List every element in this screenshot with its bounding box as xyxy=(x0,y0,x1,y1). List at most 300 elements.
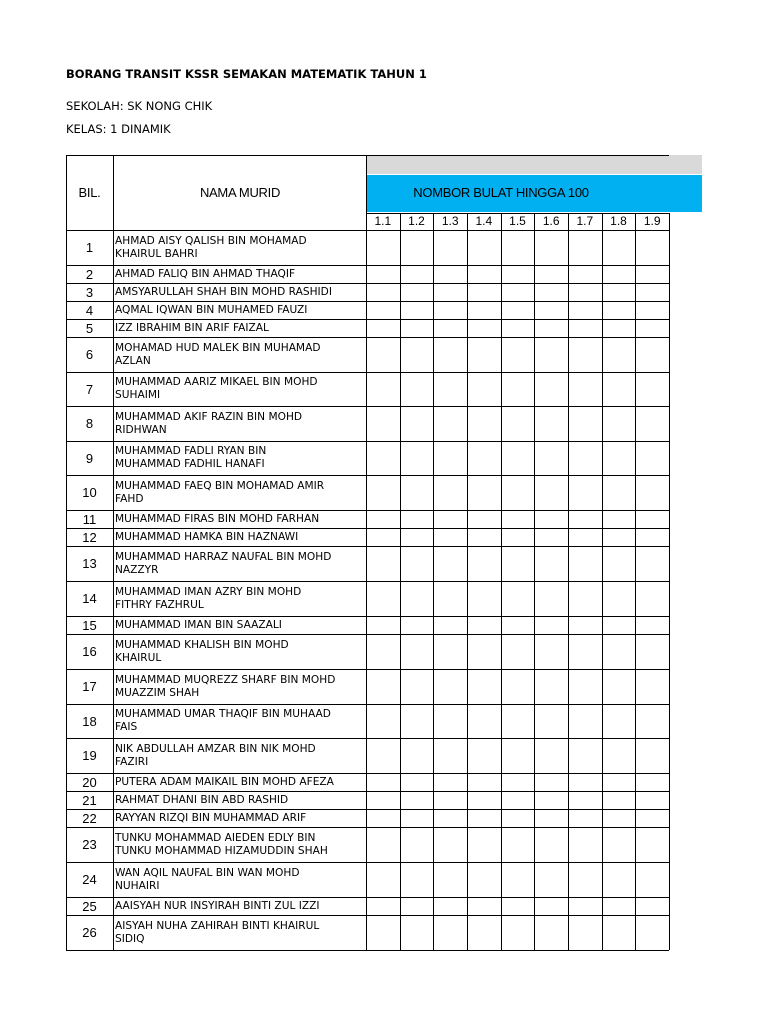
skill-check-cell[interactable] xyxy=(366,669,400,704)
skill-check-cell[interactable] xyxy=(366,406,400,441)
skill-check-cell[interactable] xyxy=(602,528,636,546)
table-divider xyxy=(66,581,669,582)
skill-check-cell[interactable] xyxy=(534,475,568,510)
skill-check-cell[interactable] xyxy=(635,704,669,738)
table-border-top xyxy=(66,155,366,156)
skill-check-cell[interactable] xyxy=(467,581,501,616)
skill-check-cell[interactable] xyxy=(433,301,467,319)
student-number: 21 xyxy=(82,792,97,808)
table-divider xyxy=(66,738,669,739)
student-number: 13 xyxy=(82,556,97,571)
skill-check-cell[interactable] xyxy=(433,510,467,528)
skill-check-cell[interactable] xyxy=(568,738,602,773)
student-name: RAYYAN RIZQI BIN MUHAMMAD ARIF xyxy=(115,811,307,824)
skill-check-cell[interactable] xyxy=(602,546,636,581)
skill-check-cell[interactable] xyxy=(501,230,535,265)
skill-check-cell[interactable] xyxy=(433,897,467,915)
skill-check-cell[interactable] xyxy=(501,791,535,809)
skill-check-cell[interactable] xyxy=(433,265,467,283)
skill-check-cell[interactable] xyxy=(635,475,669,510)
skill-check-cell[interactable] xyxy=(501,827,535,862)
skill-check-cell[interactable] xyxy=(568,581,602,616)
skill-check-cell[interactable] xyxy=(635,283,669,301)
skill-check-cell[interactable] xyxy=(400,897,434,915)
skill-check-cell[interactable] xyxy=(400,337,434,372)
skill-check-cell[interactable] xyxy=(602,915,636,950)
student-name: WAN AQIL NAUFAL BIN WAN MOHD NUHAIRI xyxy=(115,866,300,892)
skill-check-cell[interactable] xyxy=(635,301,669,319)
skill-check-cell[interactable] xyxy=(568,669,602,704)
skill-check-cell[interactable] xyxy=(534,616,568,634)
student-number: 24 xyxy=(82,872,97,887)
skill-check-cell[interactable] xyxy=(501,406,535,441)
skill-check-cell[interactable] xyxy=(534,441,568,475)
skill-check-cell[interactable] xyxy=(433,406,467,441)
student-number: 12 xyxy=(82,529,97,545)
skill-check-cell[interactable] xyxy=(467,528,501,546)
skill-check-cell[interactable] xyxy=(400,441,434,475)
skill-check-cell[interactable] xyxy=(602,475,636,510)
skill-check-cell[interactable] xyxy=(400,809,434,827)
table-divider xyxy=(66,301,669,302)
skill-check-cell[interactable] xyxy=(602,337,636,372)
skill-check-cell[interactable] xyxy=(568,809,602,827)
table-divider xyxy=(66,441,669,442)
table-divider xyxy=(66,283,669,284)
skill-check-cell[interactable] xyxy=(467,441,501,475)
skill-check-cell[interactable] xyxy=(366,897,400,915)
skill-check-cell[interactable] xyxy=(433,809,467,827)
skill-check-cell[interactable] xyxy=(433,475,467,510)
skill-check-cell[interactable] xyxy=(635,546,669,581)
skill-check-cell[interactable] xyxy=(400,791,434,809)
skill-check-cell[interactable] xyxy=(534,738,568,773)
skill-check-cell[interactable] xyxy=(433,862,467,897)
table-border-bottom xyxy=(66,950,669,951)
student-name: MUHAMMAD UMAR THAQIF BIN MUHAAD FAIS xyxy=(115,708,331,733)
skill-check-cell[interactable] xyxy=(366,283,400,301)
table-divider xyxy=(66,265,669,266)
skill-check-cell[interactable] xyxy=(602,283,636,301)
skill-check-cell[interactable] xyxy=(366,230,400,265)
skill-check-cell[interactable] xyxy=(467,827,501,862)
skill-check-cell[interactable] xyxy=(568,897,602,915)
skill-check-cell[interactable] xyxy=(400,475,434,510)
skill-check-cell[interactable] xyxy=(568,773,602,791)
skill-check-cell[interactable] xyxy=(366,372,400,406)
skill-check-cell[interactable] xyxy=(433,319,467,337)
skill-check-cell[interactable] xyxy=(501,669,535,704)
skill-check-cell[interactable] xyxy=(568,301,602,319)
skill-check-cell[interactable] xyxy=(602,319,636,337)
skill-check-cell[interactable] xyxy=(635,791,669,809)
skill-check-cell[interactable] xyxy=(467,337,501,372)
student-name: AHMAD FALIQ BIN AHMAD THAQIF xyxy=(115,267,296,280)
skill-check-cell[interactable] xyxy=(602,441,636,475)
skill-check-cell[interactable] xyxy=(400,406,434,441)
student-number: 11 xyxy=(82,511,97,527)
skill-check-cell[interactable] xyxy=(635,265,669,283)
skill-check-cell[interactable] xyxy=(602,897,636,915)
skill-check-cell[interactable] xyxy=(568,528,602,546)
table-divider xyxy=(66,510,669,511)
skill-check-cell[interactable] xyxy=(366,319,400,337)
skill-check-cell[interactable] xyxy=(534,230,568,265)
skill-check-cell[interactable] xyxy=(568,546,602,581)
skill-check-cell[interactable] xyxy=(366,581,400,616)
student-name: MUHAMMAD FIRAS BIN MOHD FARHAN xyxy=(115,512,320,525)
student-name: AAISYAH NUR INSYIRAH BINTI ZUL IZZI xyxy=(115,899,320,912)
table-divider xyxy=(366,213,669,214)
skill-check-cell[interactable] xyxy=(602,791,636,809)
skill-check-cell[interactable] xyxy=(467,475,501,510)
skill-check-cell[interactable] xyxy=(400,265,434,283)
skill-check-cell[interactable] xyxy=(433,528,467,546)
student-name: MOHAMAD HUD MALEK BIN MUHAMAD AZLAN xyxy=(115,341,321,367)
skill-check-cell[interactable] xyxy=(433,283,467,301)
skill-check-cell[interactable] xyxy=(366,546,400,581)
skill-check-cell[interactable] xyxy=(501,510,535,528)
skill-check-cell[interactable] xyxy=(534,897,568,915)
skill-check-cell[interactable] xyxy=(400,669,434,704)
skill-check-cell[interactable] xyxy=(568,704,602,738)
skill-check-cell[interactable] xyxy=(467,372,501,406)
skill-check-cell[interactable] xyxy=(366,528,400,546)
skill-check-cell[interactable] xyxy=(534,301,568,319)
skill-check-cell[interactable] xyxy=(635,372,669,406)
skill-check-cell[interactable] xyxy=(467,546,501,581)
skill-check-cell[interactable] xyxy=(366,441,400,475)
skill-check-cell[interactable] xyxy=(467,738,501,773)
skill-check-cell[interactable] xyxy=(400,827,434,862)
skill-check-cell[interactable] xyxy=(433,337,467,372)
skill-check-cell[interactable] xyxy=(602,862,636,897)
skill-check-cell[interactable] xyxy=(534,337,568,372)
skill-check-cell[interactable] xyxy=(400,230,434,265)
skill-check-cell[interactable] xyxy=(433,915,467,950)
skill-check-cell[interactable] xyxy=(635,915,669,950)
student-number: 17 xyxy=(82,679,97,694)
skill-check-cell[interactable] xyxy=(602,581,636,616)
skill-check-cell[interactable] xyxy=(433,372,467,406)
skill-check-cell[interactable] xyxy=(602,372,636,406)
skill-check-cell[interactable] xyxy=(534,510,568,528)
skill-check-cell[interactable] xyxy=(366,265,400,283)
skill-check-cell[interactable] xyxy=(400,372,434,406)
skill-check-cell[interactable] xyxy=(602,265,636,283)
skill-check-cell[interactable] xyxy=(501,773,535,791)
skill-check-cell[interactable] xyxy=(501,809,535,827)
skill-check-cell[interactable] xyxy=(534,283,568,301)
skill-check-cell[interactable] xyxy=(501,475,535,510)
skill-check-cell[interactable] xyxy=(400,283,434,301)
skill-check-cell[interactable] xyxy=(366,827,400,862)
skill-check-cell[interactable] xyxy=(467,616,501,634)
student-name: PUTERA ADAM MAIKAIL BIN MOHD AFEZA xyxy=(115,775,334,788)
skill-check-cell[interactable] xyxy=(400,301,434,319)
table-border-left xyxy=(66,155,67,950)
skill-check-cell[interactable] xyxy=(568,319,602,337)
skill-check-cell[interactable] xyxy=(366,510,400,528)
table-divider xyxy=(66,406,669,407)
skill-check-cell[interactable] xyxy=(433,546,467,581)
skill-check-cell[interactable] xyxy=(400,616,434,634)
student-number: 19 xyxy=(82,748,97,763)
skill-check-cell[interactable] xyxy=(400,634,434,669)
skill-check-cell[interactable] xyxy=(534,319,568,337)
skill-check-cell[interactable] xyxy=(366,773,400,791)
skill-check-cell[interactable] xyxy=(400,915,434,950)
student-name: MUHAMMAD FAEQ BIN MOHAMAD AMIR FAHD xyxy=(115,479,325,505)
school-label: SEKOLAH: SK NONG CHIK xyxy=(66,99,213,113)
skill-check-cell[interactable] xyxy=(433,669,467,704)
skill-check-cell[interactable] xyxy=(568,406,602,441)
skill-check-cell[interactable] xyxy=(467,809,501,827)
skill-check-cell[interactable] xyxy=(534,773,568,791)
skill-check-cell[interactable] xyxy=(534,528,568,546)
student-name: MUHAMMAD IMAN BIN SAAZALI xyxy=(115,618,282,631)
skill-column-header: 1.5 xyxy=(509,214,526,228)
skill-check-cell[interactable] xyxy=(568,230,602,265)
student-name: NIK ABDULLAH AMZAR BIN NIK MOHD FAZIRI xyxy=(115,742,316,768)
skill-check-cell[interactable] xyxy=(501,581,535,616)
skill-check-cell[interactable] xyxy=(366,915,400,950)
skill-check-cell[interactable] xyxy=(501,862,535,897)
skill-check-cell[interactable] xyxy=(366,738,400,773)
skill-check-cell[interactable] xyxy=(635,738,669,773)
skill-check-cell[interactable] xyxy=(400,510,434,528)
skill-check-cell[interactable] xyxy=(568,475,602,510)
skill-check-cell[interactable] xyxy=(501,915,535,950)
skill-check-cell[interactable] xyxy=(568,510,602,528)
skill-check-cell[interactable] xyxy=(501,301,535,319)
bil-column-header: BIL. xyxy=(78,185,101,200)
table-divider xyxy=(66,669,669,670)
skill-check-cell[interactable] xyxy=(467,265,501,283)
skill-check-cell[interactable] xyxy=(433,441,467,475)
skill-check-cell[interactable] xyxy=(568,634,602,669)
skill-check-cell[interactable] xyxy=(635,634,669,669)
skill-check-cell[interactable] xyxy=(433,791,467,809)
skill-check-cell[interactable] xyxy=(501,897,535,915)
student-number: 2 xyxy=(85,266,94,282)
skill-check-cell[interactable] xyxy=(366,337,400,372)
skill-check-cell[interactable] xyxy=(366,616,400,634)
skill-check-cell[interactable] xyxy=(534,406,568,441)
skill-check-cell[interactable] xyxy=(534,809,568,827)
skill-check-cell[interactable] xyxy=(366,862,400,897)
skill-check-cell[interactable] xyxy=(602,669,636,704)
skill-check-cell[interactable] xyxy=(467,773,501,791)
skill-check-cell[interactable] xyxy=(568,791,602,809)
student-name: AMSYARULLAH SHAH BIN MOHD RASHIDI xyxy=(115,285,332,298)
skill-check-cell[interactable] xyxy=(635,897,669,915)
skill-check-cell[interactable] xyxy=(568,265,602,283)
student-name: MUHAMMAD HAMKA BIN HAZNAWI xyxy=(115,530,299,543)
skill-check-cell[interactable] xyxy=(400,546,434,581)
table-divider xyxy=(66,809,669,810)
skill-check-cell[interactable] xyxy=(602,230,636,265)
table-divider xyxy=(669,213,670,950)
skill-check-cell[interactable] xyxy=(568,915,602,950)
student-number: 7 xyxy=(85,381,94,397)
student-number: 25 xyxy=(82,898,97,914)
skill-check-cell[interactable] xyxy=(501,616,535,634)
skill-check-cell[interactable] xyxy=(635,441,669,475)
skill-check-cell[interactable] xyxy=(602,406,636,441)
skill-check-cell[interactable] xyxy=(467,634,501,669)
student-number: 14 xyxy=(82,591,97,606)
table-divider xyxy=(66,337,669,338)
skill-check-cell[interactable] xyxy=(602,738,636,773)
student-name: MUHAMMAD AARIZ MIKAEL BIN MOHD SUHAIMI xyxy=(115,376,318,401)
skill-check-cell[interactable] xyxy=(568,827,602,862)
skill-check-cell[interactable] xyxy=(467,301,501,319)
skill-check-cell[interactable] xyxy=(501,704,535,738)
skill-check-cell[interactable] xyxy=(433,827,467,862)
name-column-header: NAMA MURID xyxy=(199,185,281,200)
skill-check-cell[interactable] xyxy=(467,406,501,441)
skill-check-cell[interactable] xyxy=(534,791,568,809)
skill-check-cell[interactable] xyxy=(635,406,669,441)
skill-check-cell[interactable] xyxy=(534,827,568,862)
skill-check-cell[interactable] xyxy=(635,827,669,862)
skill-check-cell[interactable] xyxy=(501,546,535,581)
skill-check-cell[interactable] xyxy=(635,616,669,634)
skill-check-cell[interactable] xyxy=(400,319,434,337)
skill-column-header: 1.2 xyxy=(408,214,425,228)
student-name: MUHAMMAD FADLI RYAN BIN MUHAMMAD FADHIL HANAFI xyxy=(115,445,267,470)
skill-check-cell[interactable] xyxy=(501,738,535,773)
skill-check-cell[interactable] xyxy=(501,634,535,669)
skill-check-cell[interactable] xyxy=(467,319,501,337)
skill-check-cell[interactable] xyxy=(366,704,400,738)
student-number: 9 xyxy=(85,450,94,466)
skill-check-cell[interactable] xyxy=(400,528,434,546)
skill-check-cell[interactable] xyxy=(501,372,535,406)
skill-check-cell[interactable] xyxy=(467,283,501,301)
student-name: TUNKU MOHAMMAD AIEDEN EDLY BIN TUNKU MOHAMMAD HIZAMUDDIN SHAH xyxy=(115,831,328,857)
skill-check-cell[interactable] xyxy=(467,791,501,809)
table-divider xyxy=(66,230,669,231)
skill-check-cell[interactable] xyxy=(366,791,400,809)
table-divider xyxy=(113,155,114,950)
skill-check-cell[interactable] xyxy=(602,809,636,827)
skill-check-cell[interactable] xyxy=(568,337,602,372)
student-number: 20 xyxy=(82,774,97,790)
skill-check-cell[interactable] xyxy=(635,510,669,528)
skill-check-cell[interactable] xyxy=(467,915,501,950)
skill-check-cell[interactable] xyxy=(635,337,669,372)
table-divider xyxy=(66,704,669,705)
skill-check-cell[interactable] xyxy=(501,283,535,301)
skill-check-cell[interactable] xyxy=(534,862,568,897)
skill-check-cell[interactable] xyxy=(366,475,400,510)
skill-check-cell[interactable] xyxy=(501,528,535,546)
skill-check-cell[interactable] xyxy=(534,546,568,581)
skill-check-cell[interactable] xyxy=(467,897,501,915)
skill-check-cell[interactable] xyxy=(433,738,467,773)
skill-check-cell[interactable] xyxy=(534,704,568,738)
skill-check-cell[interactable] xyxy=(467,669,501,704)
skill-check-cell[interactable] xyxy=(467,230,501,265)
skill-check-cell[interactable] xyxy=(635,809,669,827)
student-name: AISYAH NUHA ZAHIRAH BINTI KHAIRUL SIDIQ xyxy=(115,919,320,945)
skill-check-cell[interactable] xyxy=(635,319,669,337)
skill-check-cell[interactable] xyxy=(433,616,467,634)
skill-check-cell[interactable] xyxy=(568,616,602,634)
skill-check-cell[interactable] xyxy=(467,862,501,897)
skill-check-cell[interactable] xyxy=(635,230,669,265)
skill-check-cell[interactable] xyxy=(433,581,467,616)
skill-check-cell[interactable] xyxy=(568,372,602,406)
table-divider xyxy=(66,475,669,476)
skill-check-cell[interactable] xyxy=(534,581,568,616)
skill-check-cell[interactable] xyxy=(501,265,535,283)
skill-check-cell[interactable] xyxy=(400,581,434,616)
skill-check-cell[interactable] xyxy=(467,510,501,528)
skill-check-cell[interactable] xyxy=(602,634,636,669)
skill-check-cell[interactable] xyxy=(501,337,535,372)
skill-check-cell[interactable] xyxy=(433,773,467,791)
skill-check-cell[interactable] xyxy=(635,862,669,897)
skill-check-cell[interactable] xyxy=(568,441,602,475)
skill-check-cell[interactable] xyxy=(534,915,568,950)
skill-check-cell[interactable] xyxy=(602,616,636,634)
skill-check-cell[interactable] xyxy=(635,669,669,704)
table-divider xyxy=(366,155,367,950)
skill-check-cell[interactable] xyxy=(534,265,568,283)
skill-check-cell[interactable] xyxy=(635,528,669,546)
skill-check-cell[interactable] xyxy=(400,704,434,738)
table-divider xyxy=(66,634,669,635)
skill-check-cell[interactable] xyxy=(534,372,568,406)
skill-check-cell[interactable] xyxy=(433,230,467,265)
skill-check-cell[interactable] xyxy=(602,301,636,319)
skill-check-cell[interactable] xyxy=(501,319,535,337)
student-number: 6 xyxy=(85,347,94,362)
skill-check-cell[interactable] xyxy=(501,441,535,475)
skill-check-cell[interactable] xyxy=(366,634,400,669)
skill-check-cell[interactable] xyxy=(635,581,669,616)
skill-column-header: 1.3 xyxy=(441,214,459,228)
skill-check-cell[interactable] xyxy=(568,283,602,301)
student-number: 4 xyxy=(85,302,94,318)
student-name: MUHAMMAD IMAN AZRY BIN MOHD FITHRY FAZHRUL xyxy=(115,585,302,611)
skill-check-cell[interactable] xyxy=(602,704,636,738)
skill-check-cell[interactable] xyxy=(433,704,467,738)
table-divider xyxy=(66,546,669,547)
skill-check-cell[interactable] xyxy=(568,862,602,897)
skill-check-cell[interactable] xyxy=(433,634,467,669)
skill-check-cell[interactable] xyxy=(602,510,636,528)
skill-check-cell[interactable] xyxy=(366,301,400,319)
skill-check-cell[interactable] xyxy=(602,773,636,791)
skill-check-cell[interactable] xyxy=(400,862,434,897)
skill-check-cell[interactable] xyxy=(467,704,501,738)
skill-check-cell[interactable] xyxy=(366,809,400,827)
skill-check-cell[interactable] xyxy=(635,773,669,791)
skill-check-cell[interactable] xyxy=(534,634,568,669)
skill-column-header: 1.7 xyxy=(576,214,594,228)
skill-column-header: 1.1 xyxy=(374,214,392,228)
skill-check-cell[interactable] xyxy=(534,669,568,704)
student-number: 23 xyxy=(82,837,97,852)
skill-check-cell[interactable] xyxy=(400,738,434,773)
student-name: MUHAMMAD MUQREZZ SHARF BIN MOHD MUAZZIM SHAH xyxy=(115,673,336,699)
skill-check-cell[interactable] xyxy=(400,773,434,791)
skill-check-cell[interactable] xyxy=(602,827,636,862)
